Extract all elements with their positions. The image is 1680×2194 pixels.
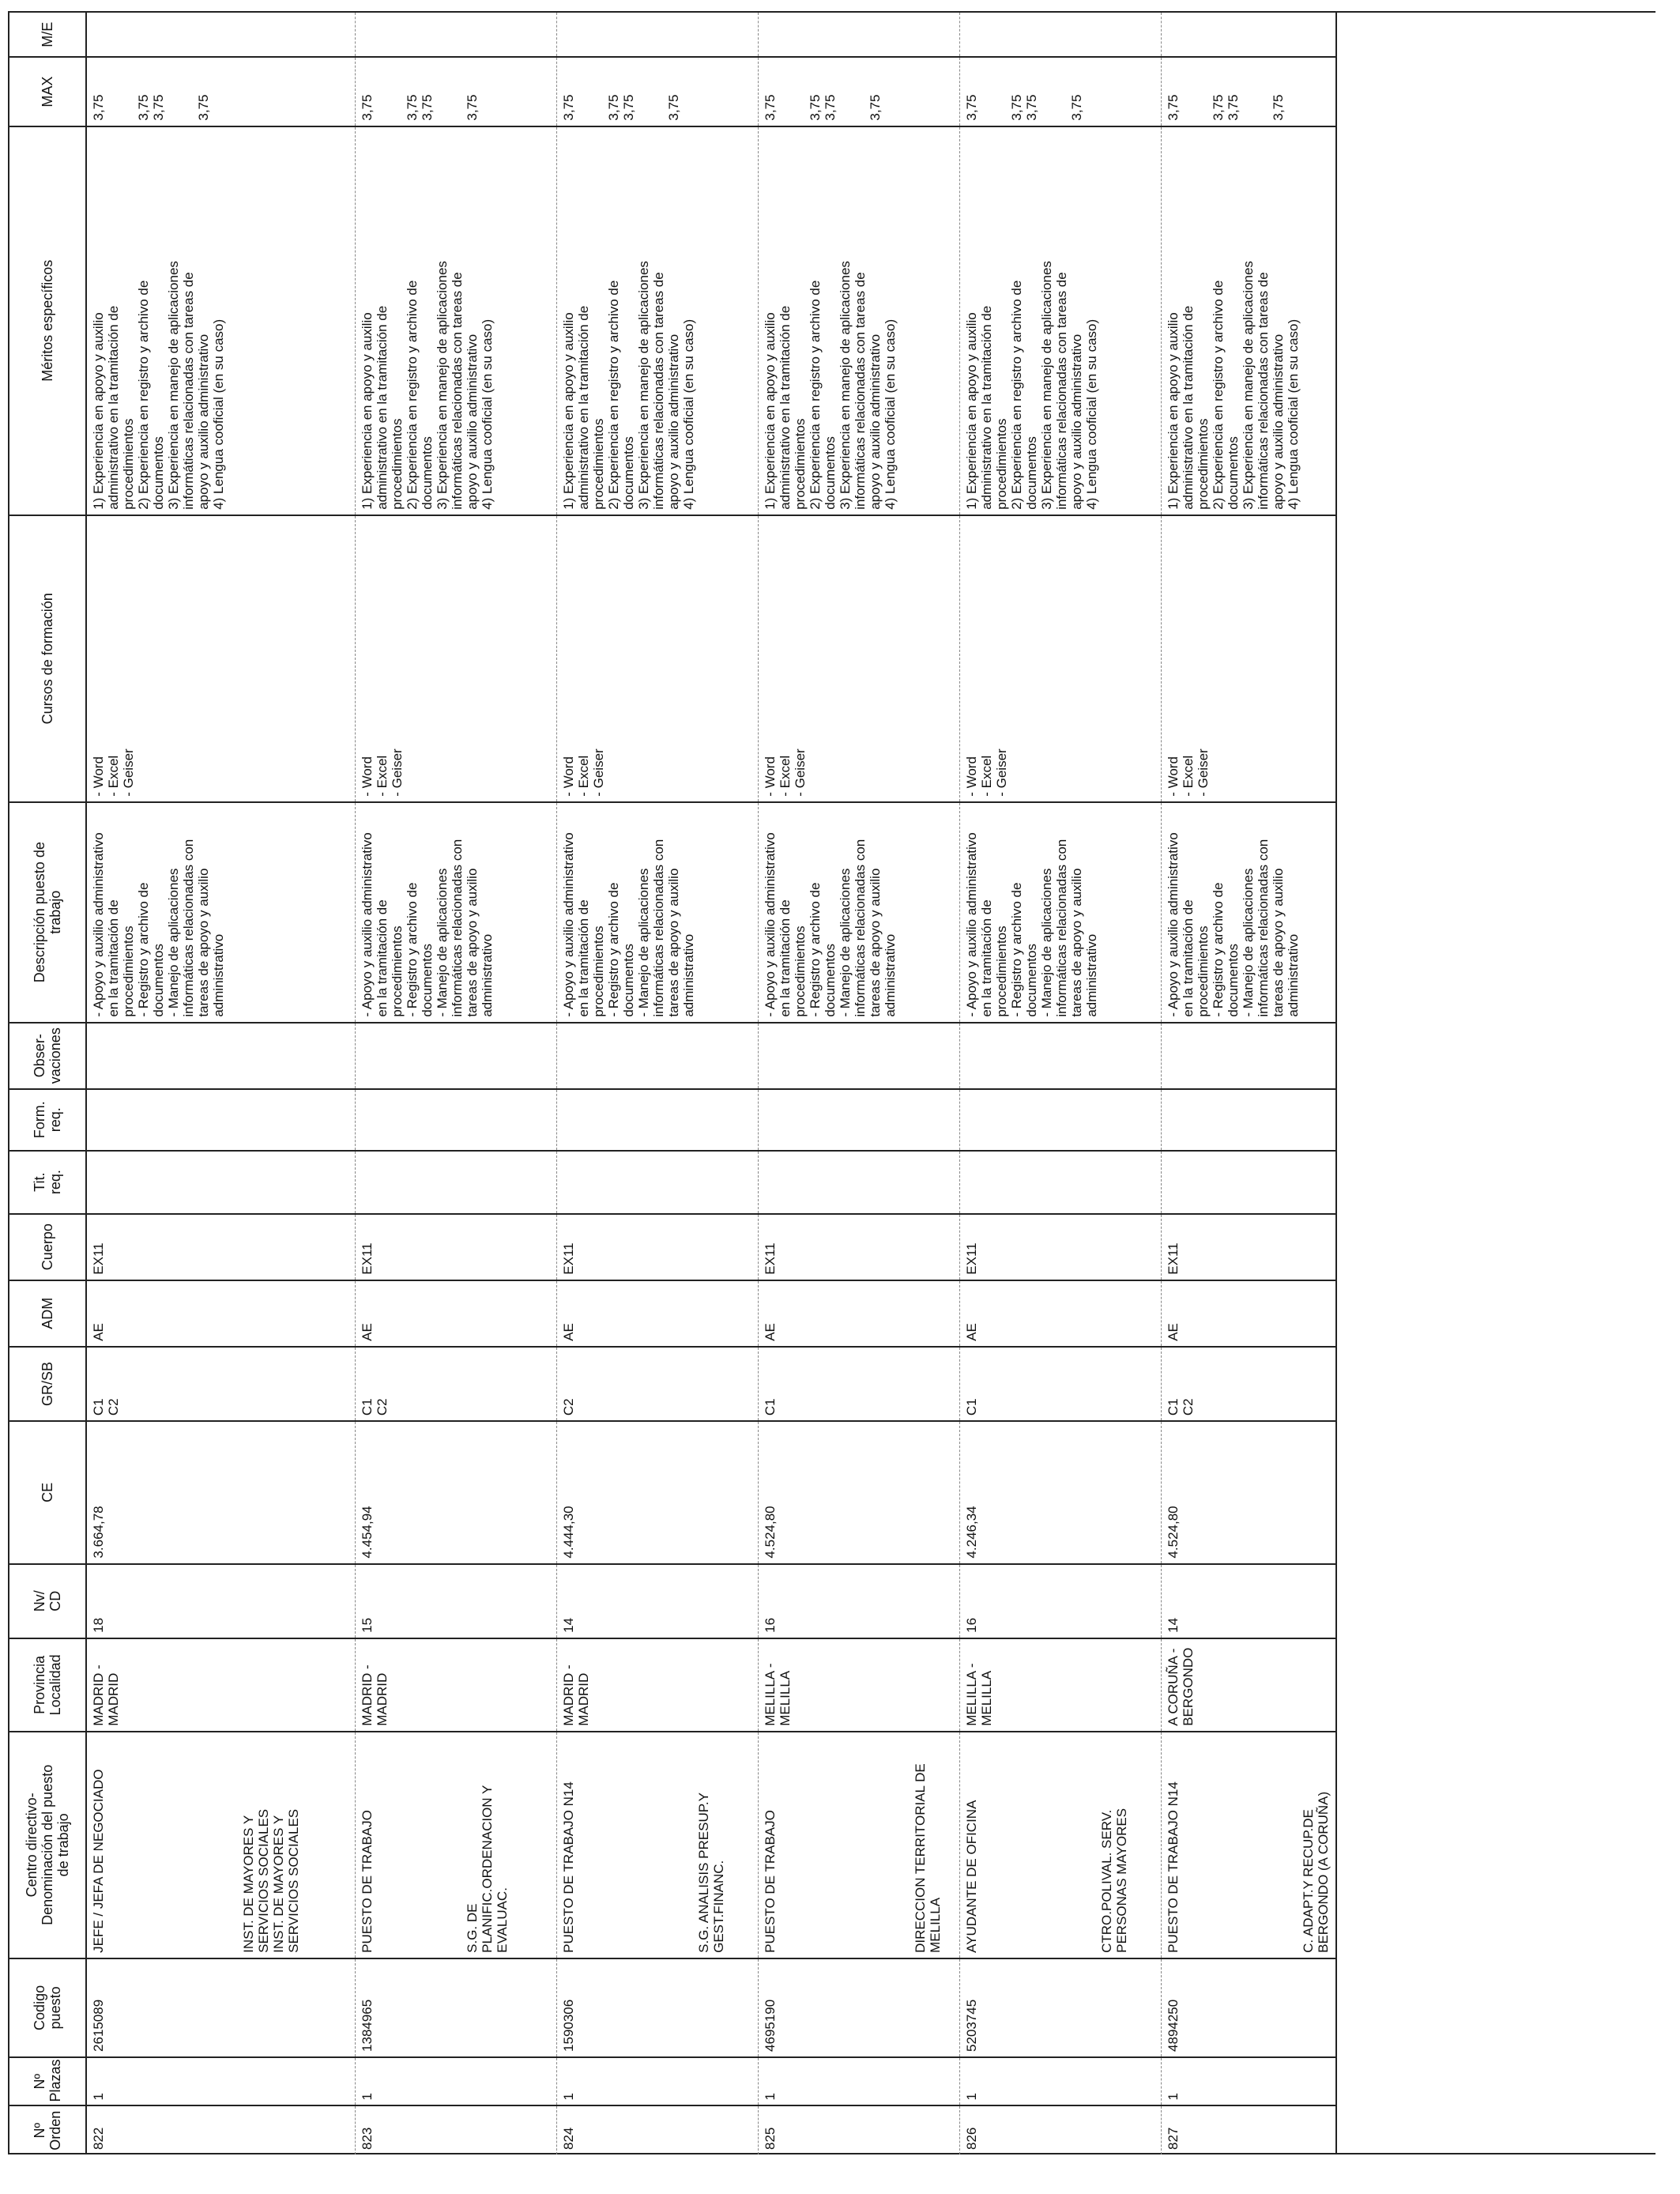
cell-cuerpo: EX11 [1161,1214,1336,1280]
header-me: M/E [9,13,86,58]
cell-observaciones [556,1023,758,1089]
header-provincia: Provincia Localidad [9,1638,86,1732]
cell-titulacion [959,1151,1161,1214]
max-value: 3,75 [1023,94,1039,121]
cell-formacion [1161,1089,1336,1151]
max-value: 3,75 [151,94,166,121]
cell-max [556,58,758,126]
header-nivel: Nv/ CD [9,1564,86,1638]
cell-centro [758,1732,959,1958]
table-row [355,13,556,2154]
cell-titulacion [86,1151,355,1214]
cell-descripcion: - Apoyo y auxilio administrativo en la tramitación de procedimientos - Registro y archivo de documentos - Manejo de aplicaciones informáticas relacionadas con tareas de apoyo y auxilio administrativo [86,802,355,1023]
puesto-denominacion: PUESTO DE TRABAJO N14 [1165,1781,1181,1953]
cell-nivel: 14 [1161,1564,1336,1638]
cell-orden: 822 [86,2105,355,2154]
cell-me [758,13,959,58]
cell-orden: 824 [556,2105,758,2154]
cell-meritos: 1) Experiencia en apoyo y auxilio administrativo en la tramitación de procedimientos 2) Experiencia en registro y archivo de documentos 3) Experiencia en manejo de aplicaciones informáticas relacionadas con tareas de apoyo y auxilio administrativo 4) Lengua cooficial (en su caso) [1161,126,1336,515]
centro-directivo: DIRECCION TERRITORIAL DE MELILLA [912,1763,943,1953]
cell-cuerpo: EX11 [556,1214,758,1280]
cell-meritos: 1) Experiencia en apoyo y auxilio administrativo en la tramitación de procedimientos 2) Experiencia en registro y archivo de documentos 3) Experiencia en manejo de aplicaciones informáticas relacionadas con tareas de apoyo y auxilio administrativo 4) Lengua cooficial (en su caso) [355,126,556,515]
centro-directivo: C. ADAPT.Y RECUP.DE BERGONDO (A CORUÑA) [1300,1791,1331,1953]
table-row [556,13,758,2154]
cell-plazas: 1 [959,2057,1161,2106]
vacancies-table [8,13,1337,2154]
cell-formacion [86,1089,355,1151]
header-row [9,13,86,2154]
max-value: 3,75 [464,94,480,121]
cell-grupo: C1 [758,1347,959,1421]
cell-grupo: C1 [959,1347,1161,1421]
cell-cuerpo: EX11 [758,1214,959,1280]
cell-centro [1161,1732,1336,1958]
header-titulacion: Tit. req. [9,1151,86,1214]
max-value: 3,75 [1068,94,1084,121]
header-ce: CE [9,1421,86,1563]
cell-orden: 823 [355,2105,556,2154]
max-value: 3,75 [560,94,576,121]
cell-plazas: 1 [556,2057,758,2106]
table-row [758,13,959,2154]
header-cuerpo: Cuerpo [9,1214,86,1280]
cell-adm: AE [556,1280,758,1347]
cell-centro [959,1732,1161,1958]
centro-directivo: INST. DE MAYORES Y SERVICIOS SOCIALES INST. DE MAYORES Y SERVICIOS SOCIALES [241,1808,301,1953]
cell-observaciones [1161,1023,1336,1089]
cell-me [86,13,355,58]
puesto-denominacion: PUESTO DE TRABAJO [762,1810,778,1953]
max-value: 3,75 [1270,94,1286,121]
header-centro: Centro directivo- Denominación del puesto de trabajo [9,1732,86,1958]
cell-titulacion [758,1151,959,1214]
max-value: 3,75 [867,94,883,121]
max-value: 3,75 [807,94,823,121]
max-value: 3,75 [91,94,106,121]
cell-codigo: 5203745 [959,1958,1161,2057]
cell-cuerpo: EX11 [355,1214,556,1280]
cell-max [758,58,959,126]
cell-adm: AE [355,1280,556,1347]
cell-descripcion: - Apoyo y auxilio administrativo en la tramitación de procedimientos - Registro y archivo de documentos - Manejo de aplicaciones informáticas relacionadas con tareas de apoyo y auxilio administrativo [1161,802,1336,1023]
cell-observaciones [758,1023,959,1089]
cell-codigo: 1384965 [355,1958,556,2057]
cell-provincia: MADRID - MADRID [556,1638,758,1732]
cell-max [1161,58,1336,126]
table-row [959,13,1161,2154]
cell-ce: 4.246,34 [959,1421,1161,1563]
cell-me [1161,13,1336,58]
cell-orden: 825 [758,2105,959,2154]
max-value: 3,75 [1008,94,1024,121]
cell-nivel: 15 [355,1564,556,1638]
cell-max [355,58,556,126]
table-row [86,13,355,2154]
centro-directivo: S.G. ANALISIS PRESUP.Y GEST.FINANC. [695,1793,726,1953]
cell-cursos: - Word - Excel - Geiser [758,515,959,802]
cell-me [355,13,556,58]
puesto-denominacion: AYUDANTE DE OFICINA [963,1800,979,1953]
max-value: 3,75 [963,94,979,121]
cell-meritos: 1) Experiencia en apoyo y auxilio administrativo en la tramitación de procedimientos 2) Experiencia en registro y archivo de documentos 3) Experiencia en manejo de aplicaciones informáticas relacionadas con tareas de apoyo y auxilio administrativo 4) Lengua cooficial (en su caso) [556,126,758,515]
cell-plazas: 1 [86,2057,355,2106]
cell-max [86,58,355,126]
header-observaciones: Obser- vaciones [9,1023,86,1089]
cell-cursos: - Word - Excel - Geiser [1161,515,1336,802]
cell-cuerpo: EX11 [86,1214,355,1280]
max-value: 3,75 [762,94,778,121]
cell-grupo: C2 [556,1347,758,1421]
cell-cuerpo: EX11 [959,1214,1161,1280]
cell-formacion [758,1089,959,1151]
cell-formacion [355,1089,556,1151]
cell-observaciones [86,1023,355,1089]
cell-formacion [959,1089,1161,1151]
cell-formacion [556,1089,758,1151]
cell-codigo: 4695190 [758,1958,959,2057]
cell-codigo: 4894250 [1161,1958,1336,2057]
cell-meritos: 1) Experiencia en apoyo y auxilio administrativo en la tramitación de procedimientos 2) Experiencia en registro y archivo de documentos 3) Experiencia en manejo de aplicaciones informáticas relacionadas con tareas de apoyo y auxilio administrativo 4) Lengua cooficial (en su caso) [86,126,355,515]
cell-max [959,58,1161,126]
cell-cursos: - Word - Excel - Geiser [86,515,355,802]
cell-descripcion: - Apoyo y auxilio administrativo en la tramitación de procedimientos - Registro y archivo de documentos - Manejo de aplicaciones informáticas relacionadas con tareas de apoyo y auxilio administrativo [355,802,556,1023]
puesto-denominacion: JEFE / JEFA DE NEGOCIADO [91,1769,106,1953]
max-value: 3,75 [822,94,838,121]
cell-descripcion: - Apoyo y auxilio administrativo en la tramitación de procedimientos - Registro y archivo de documentos - Manejo de aplicaciones informáticas relacionadas con tareas de apoyo y auxilio administrativo [758,802,959,1023]
max-value: 3,75 [605,94,621,121]
header-plazas: Nº Plazas [9,2057,86,2106]
cell-ce: 4.454,94 [355,1421,556,1563]
cell-observaciones [355,1023,556,1089]
cell-centro [556,1732,758,1958]
cell-ce: 4.444,30 [556,1421,758,1563]
cell-nivel: 18 [86,1564,355,1638]
cell-cursos: - Word - Excel - Geiser [556,515,758,802]
cell-provincia: MADRID - MADRID [355,1638,556,1732]
puesto-denominacion: PUESTO DE TRABAJO [359,1810,375,1953]
cell-orden: 826 [959,2105,1161,2154]
cell-plazas: 1 [1161,2057,1336,2106]
header-cursos: Cursos de formación [9,515,86,802]
cell-grupo: C1 C2 [355,1347,556,1421]
cell-adm: AE [1161,1280,1336,1347]
cell-grupo: C1 C2 [86,1347,355,1421]
cell-titulacion [355,1151,556,1214]
cell-plazas: 1 [355,2057,556,2106]
cell-titulacion [1161,1151,1336,1214]
table-row [1161,13,1336,2154]
cell-adm: AE [758,1280,959,1347]
cell-nivel: 16 [758,1564,959,1638]
max-value: 3,75 [1165,94,1181,121]
cell-plazas: 1 [758,2057,959,2106]
centro-directivo: CTRO.POLIVAL. SERV. PERSONAS MAYORES [1098,1808,1129,1953]
cell-provincia: MELILLA - MELILLA [758,1638,959,1732]
cell-grupo: C1 C2 [1161,1347,1336,1421]
centro-directivo: S.G. DE PLANIFIC.ORDENACION Y EVALUAC. [464,1785,510,1953]
header-formacion: Form. req. [9,1089,86,1151]
cell-centro [86,1732,355,1958]
cell-ce: 4.524,80 [758,1421,959,1563]
cell-titulacion [556,1151,758,1214]
max-value: 3,75 [665,94,681,121]
cell-descripcion: - Apoyo y auxilio administrativo en la tramitación de procedimientos - Registro y archivo de documentos - Manejo de aplicaciones informáticas relacionadas con tareas de apoyo y auxilio administrativo [959,802,1161,1023]
header-orden: Nº Orden [9,2105,86,2154]
cell-centro [355,1732,556,1958]
cell-codigo: 2615089 [86,1958,355,2057]
cell-ce: 4.524,80 [1161,1421,1336,1563]
cell-me [959,13,1161,58]
max-value: 3,75 [404,94,420,121]
cell-me [556,13,758,58]
cell-codigo: 1590306 [556,1958,758,2057]
max-value: 3,75 [136,94,151,121]
cell-provincia: MADRID - MADRID [86,1638,355,1732]
cell-cursos: - Word - Excel - Geiser [355,515,556,802]
header-max: MAX [9,58,86,126]
cell-meritos: 1) Experiencia en apoyo y auxilio administrativo en la tramitación de procedimientos 2) Experiencia en registro y archivo de documentos 3) Experiencia en manejo de aplicaciones informáticas relacionadas con tareas de apoyo y auxilio administrativo 4) Lengua cooficial (en su caso) [959,126,1161,515]
max-value: 3,75 [1210,94,1226,121]
cell-adm: AE [959,1280,1161,1347]
cell-orden: 827 [1161,2105,1336,2154]
header-descripcion: Descripción puesto de trabajo [9,802,86,1023]
cell-descripcion: - Apoyo y auxilio administrativo en la tramitación de procedimientos - Registro y archivo de documentos - Manejo de aplicaciones informáticas relacionadas con tareas de apoyo y auxilio administrativo [556,802,758,1023]
cell-ce: 3.664,78 [86,1421,355,1563]
cell-nivel: 16 [959,1564,1161,1638]
header-meritos: Méritos específicos [9,126,86,515]
cell-adm: AE [86,1280,355,1347]
header-codigo: Codigo puesto [9,1958,86,2057]
cell-provincia: MELILLA - MELILLA [959,1638,1161,1732]
max-value: 3,75 [196,94,211,121]
max-value: 3,75 [1225,94,1241,121]
cell-provincia: A CORUÑA - BERGONDO [1161,1638,1336,1732]
cell-observaciones [959,1023,1161,1089]
header-grupo: GR/SB [9,1347,86,1421]
puesto-denominacion: PUESTO DE TRABAJO N14 [560,1781,576,1953]
max-value: 3,75 [620,94,636,121]
max-value: 3,75 [359,94,375,121]
cell-nivel: 14 [556,1564,758,1638]
header-adm: ADM [9,1280,86,1347]
cell-cursos: - Word - Excel - Geiser [959,515,1161,802]
max-value: 3,75 [419,94,435,121]
cell-meritos: 1) Experiencia en apoyo y auxilio administrativo en la tramitación de procedimientos 2) Experiencia en registro y archivo de documentos 3) Experiencia en manejo de aplicaciones informáticas relacionadas con tareas de apoyo y auxilio administrativo 4) Lengua cooficial (en su caso) [758,126,959,515]
